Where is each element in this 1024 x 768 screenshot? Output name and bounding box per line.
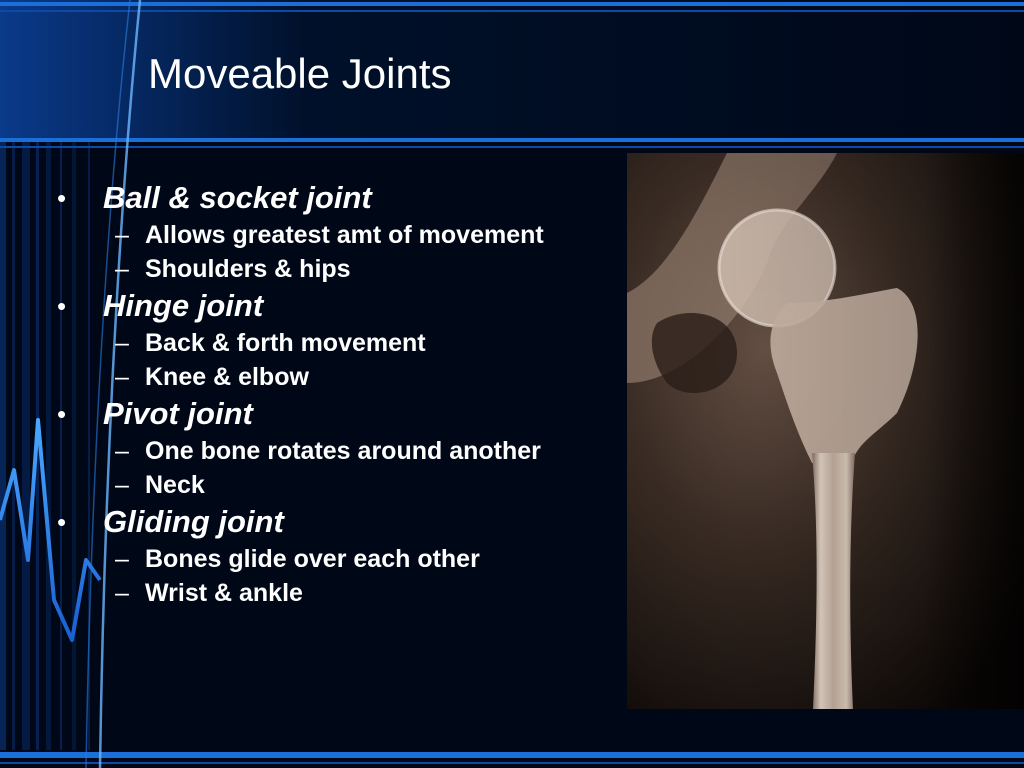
hip-femur-xray-image [627, 153, 1024, 709]
sub-bullet-dash: – [115, 579, 129, 607]
sub-bullet-item [55, 434, 615, 468]
bullet-dot: • [57, 399, 67, 429]
bullet-dot: • [57, 291, 67, 321]
sub-bullet-label: Neck [145, 471, 205, 499]
bullet-dot: • [57, 183, 67, 213]
sub-bullet-label: Wrist & ankle [145, 579, 303, 607]
sub-bullet-dash: – [115, 471, 129, 499]
sub-bullet-label: One bone rotates around another [145, 437, 541, 465]
sub-bullet-item [55, 576, 615, 610]
bullet-label: Hinge joint [103, 288, 264, 323]
sub-bullet-dash: – [115, 221, 129, 249]
sub-bullet-label: Back & forth movement [145, 329, 426, 357]
sub-bullet-item [55, 252, 615, 286]
bullet-dot: • [57, 507, 67, 537]
sub-bullet-item [55, 326, 615, 360]
bullet-label: Pivot joint [103, 396, 253, 431]
sub-bullet-dash: – [115, 329, 129, 357]
sub-bullet-item [55, 360, 615, 394]
sub-bullet-item [55, 468, 615, 502]
bullet-item [55, 394, 615, 434]
sub-bullet-item [55, 542, 615, 576]
sub-bullet-dash: – [115, 255, 129, 283]
sub-bullet-label: Shoulders & hips [145, 255, 351, 283]
bullet-label: Gliding joint [103, 504, 284, 539]
bullet-label: Ball & socket joint [103, 180, 372, 215]
sub-bullet-label: Knee & elbow [145, 363, 309, 391]
bullet-item [55, 178, 615, 218]
sub-bullet-label: Bones glide over each other [145, 545, 480, 573]
slide-title: Moveable Joints [148, 50, 452, 97]
sub-bullet-item [55, 218, 615, 252]
sub-bullet-dash: – [115, 545, 129, 573]
bullet-item [55, 502, 615, 542]
bullet-item [55, 286, 615, 326]
bullet-list [55, 178, 615, 610]
sub-bullet-dash: – [115, 363, 129, 391]
sub-bullet-label: Allows greatest amt of movement [145, 221, 544, 249]
sub-bullet-dash: – [115, 437, 129, 465]
